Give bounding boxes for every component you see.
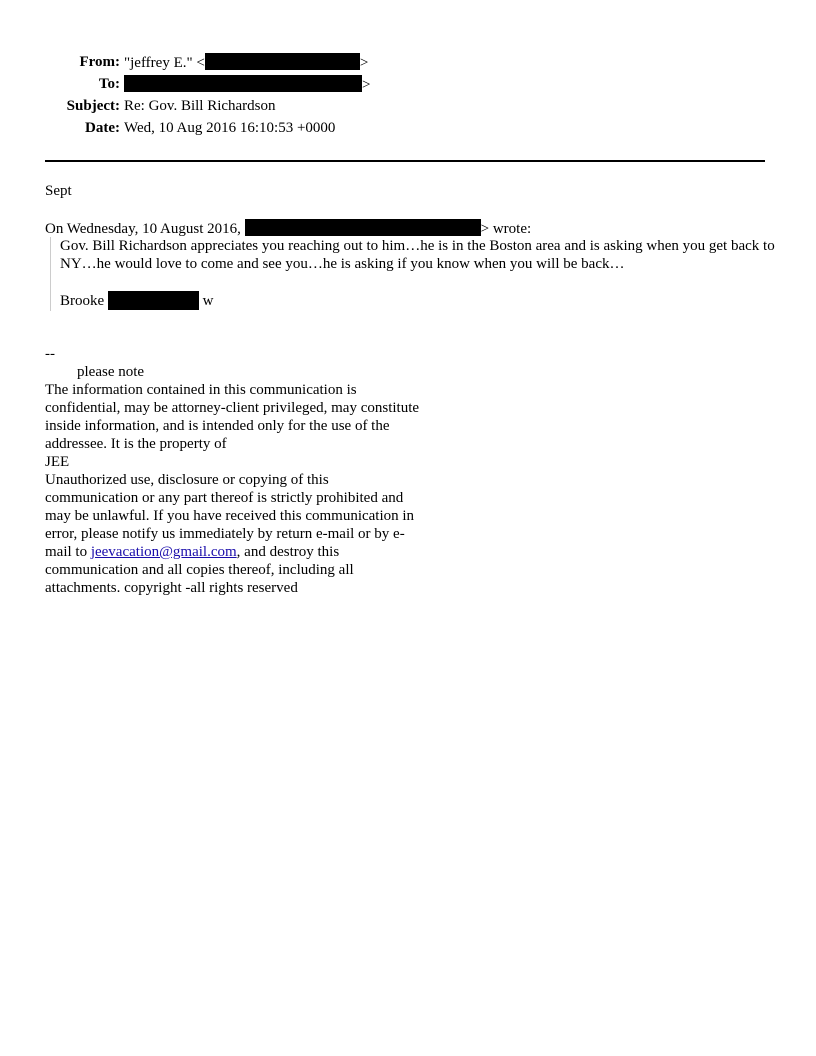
disclaimer-paragraph-1: The information contained in this communication is confidential, may be attorney-client privileged, may constitute inside information, and is intended only for the use of the addressee. It is the property of <box>45 382 420 452</box>
date-label: Date: <box>85 120 120 136</box>
disclaimer-text-before-link: Unauthorized use, disclosure or copying of this communication or any part thereof is strictly prohibited and may be unlawful. If you have received this communication in error, please notify us immediately by return e-mail or by e-mail to <box>45 472 415 560</box>
to-value <box>124 75 370 94</box>
signature-suffix: w <box>202 293 214 309</box>
redaction-block <box>124 75 362 92</box>
redaction-block <box>245 219 481 236</box>
reply-text: Sept <box>45 183 72 199</box>
quoted-text: Gov. Bill Richardson appreciates you reaching out to him…he is in the Boston area and is asking when you get back to NY…he would love to come and see you…he is asking if you know when you will be back… <box>60 238 775 272</box>
email-link[interactable]: jeevacation@gmail.com <box>90 544 237 560</box>
header-divider <box>45 160 765 162</box>
email-header <box>0 53 816 141</box>
from-row <box>0 53 816 75</box>
subject-label: Subject: <box>66 98 120 114</box>
email-body <box>45 182 785 200</box>
to-label: To: <box>98 76 120 92</box>
confidentiality-disclaimer <box>45 345 425 597</box>
date-row <box>0 119 816 141</box>
disclaimer-text-after-link: , and destroy this communication and all copies thereof, including all attachments. copyright -all rights reserved <box>45 544 354 596</box>
subject-row <box>0 97 816 119</box>
to-close: > <box>362 77 371 93</box>
from-label: From: <box>79 54 120 70</box>
quoted-signature <box>60 291 790 311</box>
from-value <box>124 53 368 72</box>
signature-dashes: -- <box>45 346 55 362</box>
attribution-prefix: On Wednesday, 10 August 2016, <box>45 221 241 237</box>
quote-attribution <box>45 219 531 238</box>
redaction-block <box>205 53 360 70</box>
subject-value: Re: Gov. Bill Richardson <box>124 98 276 114</box>
signature-name: Brooke <box>60 293 105 309</box>
quoted-message <box>50 237 790 311</box>
disclaimer-paragraph-2 <box>45 471 425 597</box>
disclaimer-note: please note <box>77 364 145 380</box>
date-value: Wed, 10 Aug 2016 16:10:53 +0000 <box>124 120 336 136</box>
attribution-suffix: > wrote: <box>480 221 532 237</box>
from-close: > <box>359 55 369 71</box>
redaction-block <box>108 291 199 310</box>
disclaimer-owner: JEE <box>45 454 70 470</box>
to-row <box>0 75 816 97</box>
from-name: "jeffrey E." < <box>124 55 205 71</box>
